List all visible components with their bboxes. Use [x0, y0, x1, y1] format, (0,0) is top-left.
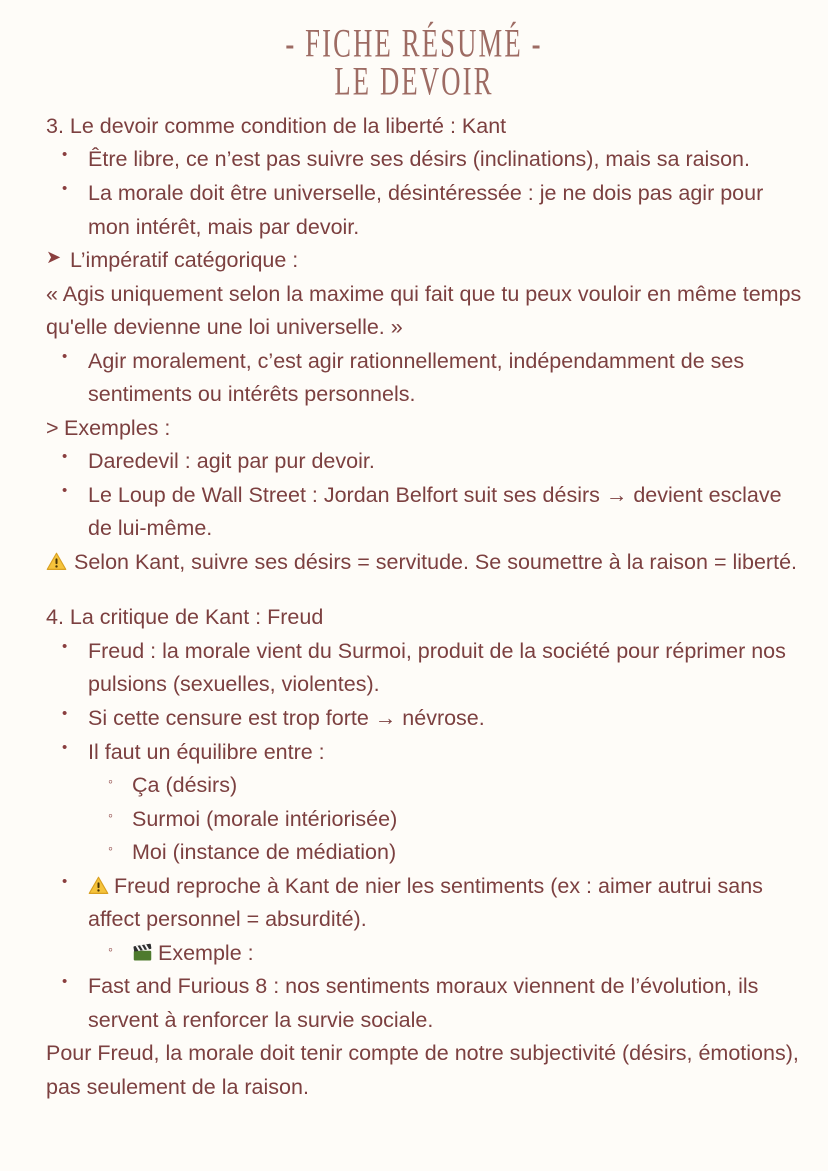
chevron-line: Exemples : — [64, 415, 171, 440]
list-item-warning: Freud reproche à Kant de nier les sentiments (ex : aimer autrui sans affect personnel = absurdité). — [88, 873, 763, 932]
list-item-warning-row — [46, 870, 806, 937]
bullet-marker-level1: • — [62, 180, 68, 197]
list-item: Si cette censure est trop forte → névrose. — [88, 705, 485, 730]
list-item-sub: Moi (instance de médiation) — [132, 840, 397, 865]
list-item-row — [46, 143, 806, 177]
warning-paragraph: Selon Kant, suivre ses désirs = servitude. Se soumettre à la raison = liberté. — [46, 546, 806, 580]
list-item-row — [46, 635, 806, 702]
bullet-marker-level1: • — [62, 637, 68, 655]
list-item: Daredevil : agit par pur devoir. — [88, 449, 375, 474]
bullet-marker-level1: • — [62, 481, 68, 499]
page-title-line-2: LE DEVOIR — [334, 59, 494, 104]
list-item-sub: Surmoi (morale intériorisée) — [132, 806, 398, 831]
list-item: Agir moralement, c’est agir rationnellement, indépendamment de ses sentiments ou intérêts personnels. — [88, 348, 745, 407]
list-item: La morale doit être universelle, désintéressée : je ne dois pas agir pour mon intérêt, mais par devoir. — [88, 181, 764, 239]
list-item-sub-row — [46, 769, 806, 803]
bullet-marker-level1: • — [62, 872, 68, 890]
list-item: Être libre, ce n’est pas suivre ses désirs (inclinations), mais sa raison. — [88, 147, 750, 172]
list-item: Freud : la morale vient du Surmoi, produit de la société pour réprimer nos pulsions (sexuelles, violentes). — [88, 638, 786, 697]
list-item-row — [46, 345, 806, 412]
bullet-marker-level1: • — [62, 347, 68, 365]
list-item-row — [46, 177, 806, 244]
bullet-marker-level2: ◦ — [108, 840, 113, 857]
bullet-marker-level1: • — [62, 704, 68, 722]
section-spacer — [46, 579, 806, 601]
warning-icon — [88, 875, 109, 896]
list-item-row — [46, 970, 806, 1037]
section-heading: 3. Le devoir comme condition de la liberté : Kant — [46, 113, 507, 138]
chevron-line-row — [46, 412, 806, 446]
list-item-sub: Ça (désirs) — [132, 773, 238, 798]
section-heading: 4. La critique de Kant : Freud — [46, 605, 324, 630]
list-item: Le Loup de Wall Street : Jordan Belfort suit ses désirs → devient esclave de lui-même. — [88, 482, 782, 541]
list-item-row — [46, 445, 806, 479]
list-item: Fast and Furious 8 : nos sentiments moraux viennent de l’évolution, ils servent à renforcer la survie sociale. — [88, 974, 759, 1032]
list-item-example: Exemple : — [132, 937, 806, 971]
arrow-marker-icon: ➤ — [46, 247, 62, 268]
list-item-row — [46, 702, 806, 736]
arrow-line: L’impératif catégorique : — [70, 248, 299, 273]
bullet-marker-level1: • — [62, 738, 68, 756]
document-body — [0, 104, 828, 1104]
bullet-marker-level1: • — [62, 448, 68, 466]
paragraph: « Agis uniquement selon la maxime qui fait que tu peux vouloir en même temps qu'elle devienne une loi universelle. » — [46, 281, 802, 340]
arrow-line-row — [46, 244, 806, 278]
list-item-row — [46, 736, 806, 770]
list-item-sub-row — [46, 836, 806, 870]
list-item-row — [46, 479, 806, 546]
chevron-marker: > — [46, 415, 59, 440]
list-item-example-row — [46, 937, 806, 971]
bullet-marker-level1: • — [62, 146, 68, 164]
page-title — [0, 0, 828, 104]
paragraph: Pour Freud, la morale doit tenir compte de notre subjectivité (désirs, émotions), pas seulement de la raison. — [46, 1041, 799, 1099]
bullet-marker-level2: ◦ — [108, 940, 113, 957]
bullet-marker-level2: ◦ — [108, 806, 113, 823]
bullet-marker-level2: ◦ — [108, 773, 113, 790]
list-item: Il faut un équilibre entre : — [88, 739, 325, 764]
bullet-marker-level1: • — [62, 973, 68, 991]
warning-icon — [46, 551, 67, 572]
list-item-sub-row — [46, 803, 806, 837]
page-title-line-1: - FICHE RÉSUMÉ - — [285, 20, 543, 66]
clapper-board-icon — [132, 942, 153, 963]
